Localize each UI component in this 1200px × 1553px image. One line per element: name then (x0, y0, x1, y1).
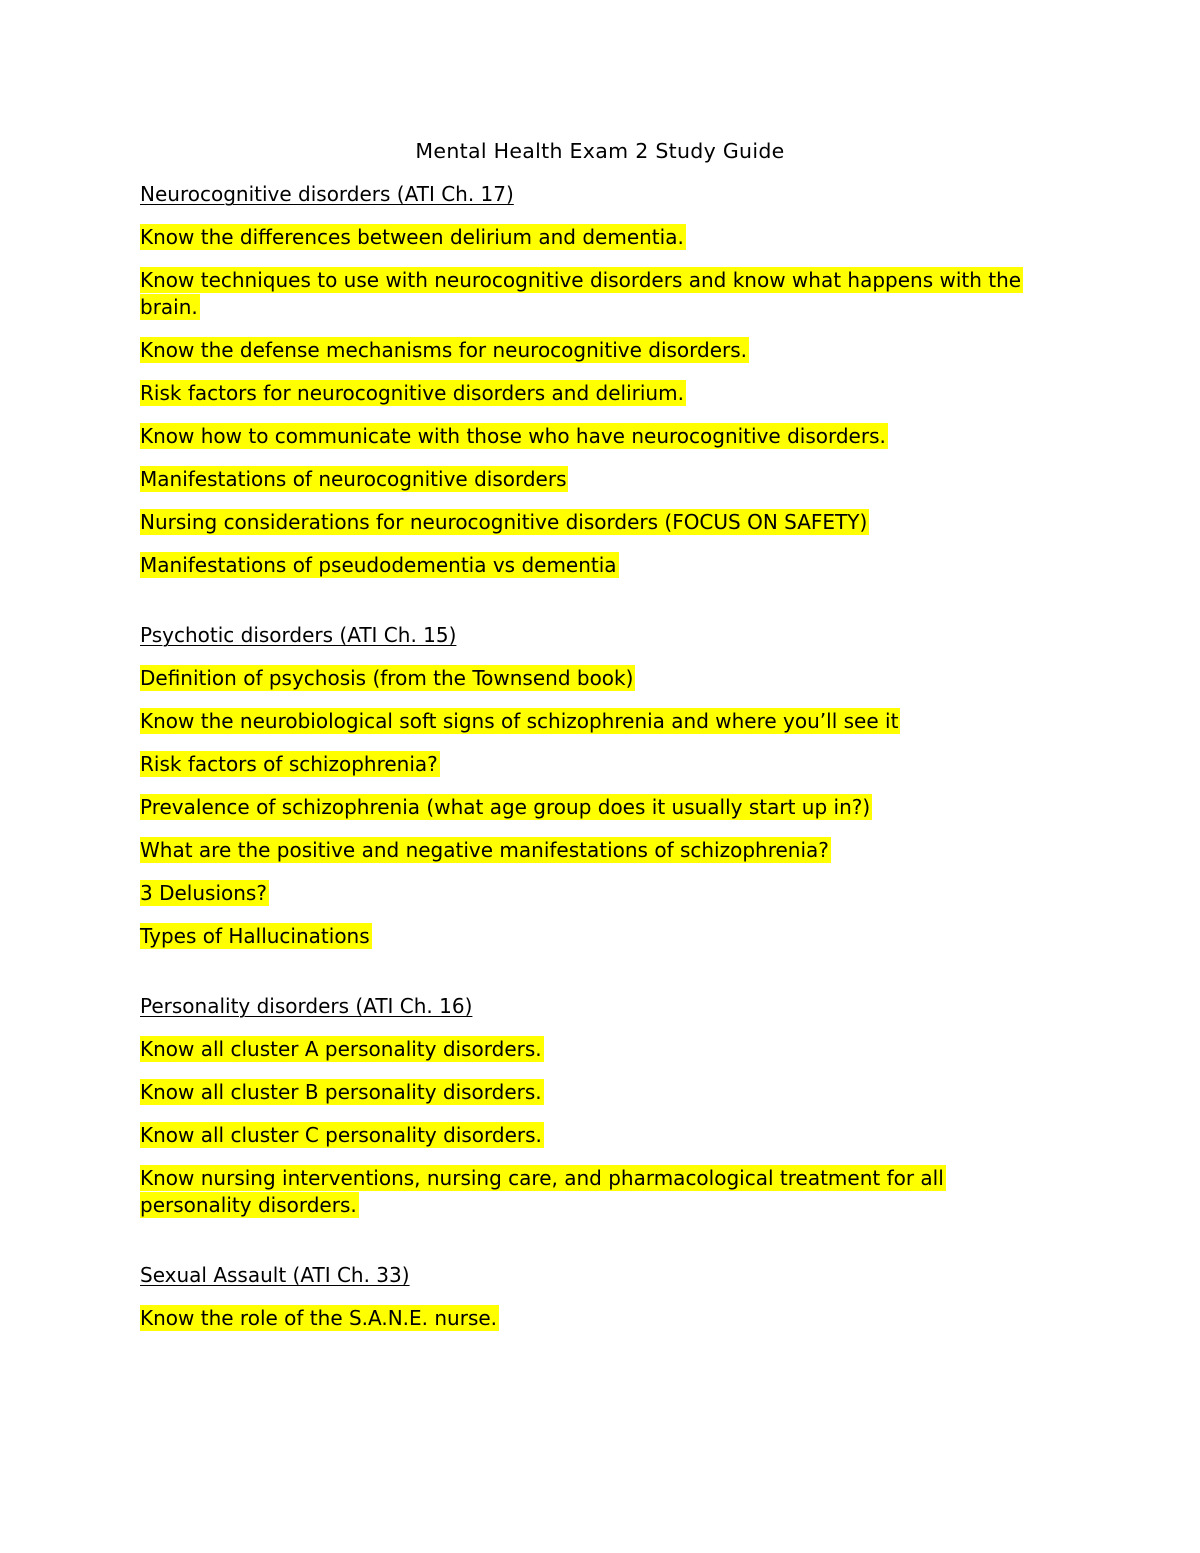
highlighted-text: Know all cluster B personality disorders. (140, 1080, 542, 1104)
study-item (140, 665, 1060, 692)
study-item (140, 423, 1060, 450)
document-body (140, 181, 1060, 1348)
study-item (140, 1079, 1060, 1106)
section-personality (140, 993, 1060, 1219)
highlighted-text: 3 Delusions? (140, 881, 267, 905)
study-item (140, 509, 1060, 536)
section-neurocognitive (140, 181, 1060, 579)
highlighted-text: Manifestations of neurocognitive disorders (140, 467, 567, 491)
highlighted-text: Know all cluster C personality disorders. (140, 1123, 542, 1147)
section-heading: Personality disorders (ATI Ch. 16) (140, 994, 473, 1018)
study-item (140, 880, 1060, 907)
section-heading: Psychotic disorders (ATI Ch. 15) (140, 623, 457, 647)
highlighted-text: Types of Hallucinations (140, 924, 370, 948)
study-item (140, 794, 1060, 821)
study-item (140, 708, 1060, 735)
highlighted-text: Manifestations of pseudodementia vs dementia (140, 553, 617, 577)
study-item (140, 837, 1060, 864)
highlighted-text: Know how to communicate with those who have neurocognitive disorders. (140, 424, 886, 448)
study-item (140, 751, 1060, 778)
highlighted-text: Prevalence of schizophrenia (what age group does it usually start up in?) (140, 795, 871, 819)
highlighted-text: Know the role of the S.A.N.E. nurse. (140, 1306, 498, 1330)
highlighted-text: Risk factors for neurocognitive disorders and delirium. (140, 381, 684, 405)
study-item (140, 337, 1060, 364)
highlighted-text: Know all cluster A personality disorders. (140, 1037, 542, 1061)
study-item (140, 1165, 1060, 1219)
study-item (140, 1122, 1060, 1149)
study-item (140, 466, 1060, 493)
study-item (140, 267, 1060, 321)
document-title: Mental Health Exam 2 Study Guide (415, 139, 785, 163)
section-heading: Sexual Assault (ATI Ch. 33) (140, 1263, 410, 1287)
highlighted-text: What are the positive and negative manifestations of schizophrenia? (140, 838, 829, 862)
study-item (140, 552, 1060, 579)
study-item (140, 923, 1060, 950)
highlighted-text: Know the defense mechanisms for neurocognitive disorders. (140, 338, 748, 362)
highlighted-text: Know techniques to use with neurocognitive disorders and know what happens with the brain. (140, 268, 1022, 319)
highlighted-text: Nursing considerations for neurocognitive disorders (FOCUS ON SAFETY) (140, 510, 868, 534)
highlighted-text: Know nursing interventions, nursing care, and pharmacological treatment for all personality disorders. (140, 1166, 944, 1217)
section-heading: Neurocognitive disorders (ATI Ch. 17) (140, 182, 514, 206)
study-item (140, 380, 1060, 407)
section-psychotic (140, 622, 1060, 950)
study-item (140, 224, 1060, 251)
highlighted-text: Know the neurobiological soft signs of schizophrenia and where you’ll see it (140, 709, 899, 733)
highlighted-text: Definition of psychosis (from the Townsend book) (140, 666, 634, 690)
section-sexual-assault (140, 1262, 1060, 1332)
study-item (140, 1305, 1060, 1332)
highlighted-text: Know the differences between delirium and dementia. (140, 225, 684, 249)
study-item (140, 1036, 1060, 1063)
highlighted-text: Risk factors of schizophrenia? (140, 752, 438, 776)
